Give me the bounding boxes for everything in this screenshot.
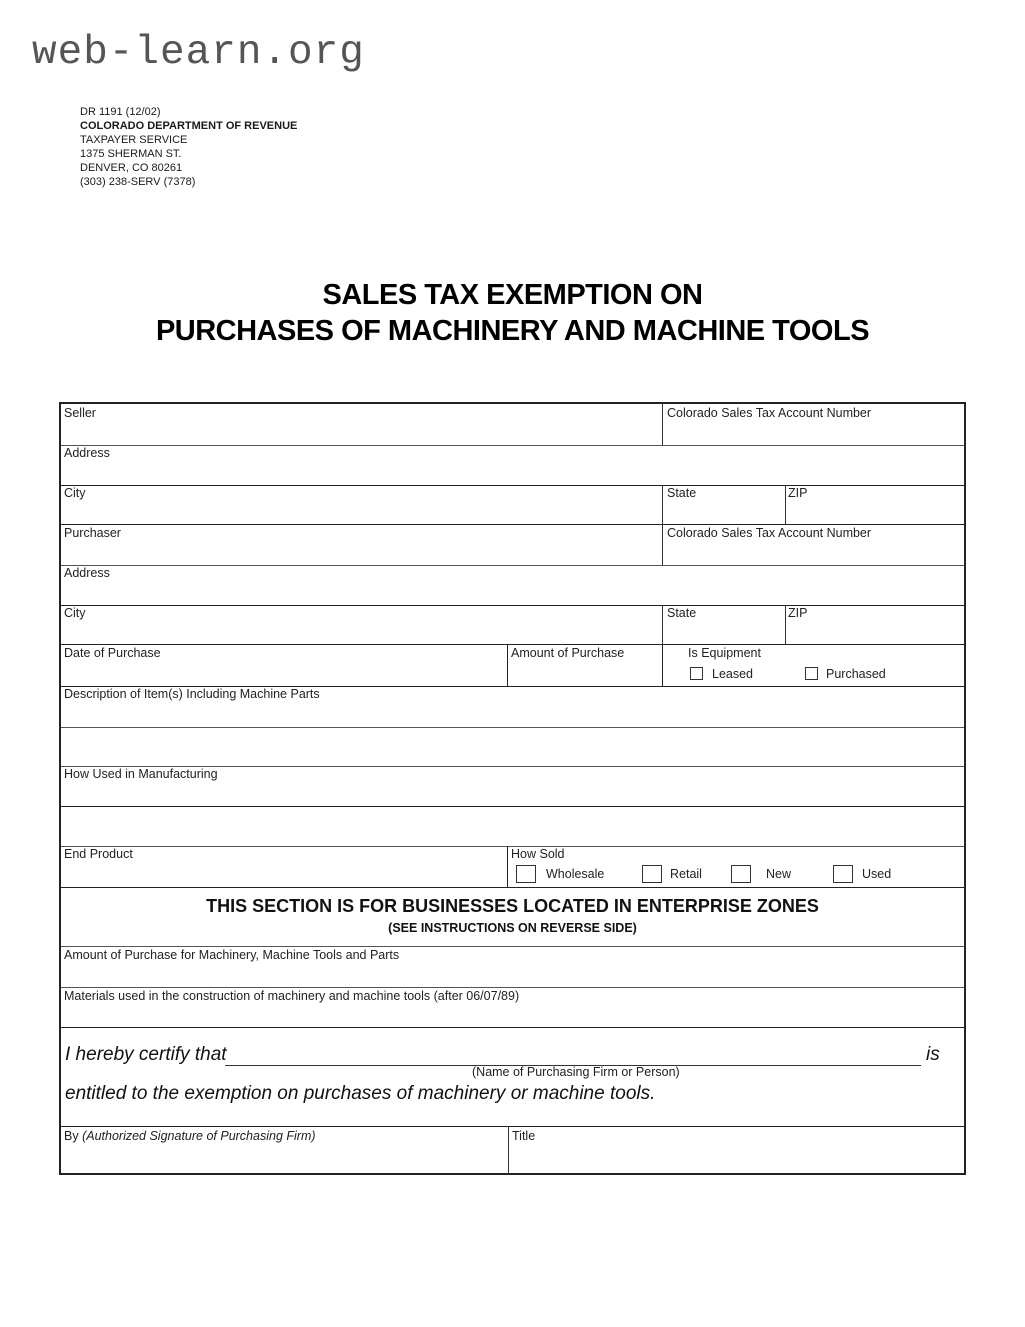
page-title-line2: PURCHASES OF MACHINERY AND MACHINE TOOLS bbox=[155, 315, 870, 347]
by-label: By bbox=[64, 1129, 79, 1143]
used-label: Used bbox=[862, 867, 892, 881]
purchased-label: Purchased bbox=[826, 667, 886, 681]
seller-city-label: City bbox=[64, 486, 86, 500]
signature-hint: (Authorized Signature of Purchasing Firm) bbox=[82, 1129, 316, 1143]
leased-checkbox[interactable] bbox=[690, 667, 703, 680]
leased-label: Leased bbox=[712, 667, 754, 681]
city-state-zip: DENVER, CO 80261 bbox=[80, 162, 183, 174]
divider bbox=[507, 846, 508, 887]
purchaser-city-label: City bbox=[64, 606, 86, 620]
retail-checkbox[interactable] bbox=[642, 865, 662, 883]
purchase-date-label: Date of Purchase bbox=[64, 646, 161, 660]
description-label: Description of Item(s) Including Machine Parts bbox=[64, 687, 320, 701]
seller-zip-field[interactable] bbox=[786, 486, 966, 524]
description-field-line2[interactable] bbox=[61, 728, 966, 766]
enterprise-section-title: THIS SECTION IS FOR BUSINESSES LOCATED IN ENTERPRISE ZONES bbox=[206, 896, 819, 916]
used-checkbox[interactable] bbox=[833, 865, 853, 883]
purchaser-zip-field[interactable] bbox=[786, 606, 966, 644]
enterprise-section-subtitle: (SEE INSTRUCTIONS ON REVERSE SIDE) bbox=[388, 921, 637, 935]
purchaser-address-label: Address bbox=[64, 566, 110, 580]
purchasing-firm-hint: (Name of Purchasing Firm or Person) bbox=[472, 1065, 680, 1079]
seller-address-field[interactable] bbox=[61, 446, 966, 485]
how-sold-label: How Sold bbox=[511, 847, 565, 861]
certify-suffix: is bbox=[926, 1044, 940, 1065]
phone-number: (303) 238-SERV (7378) bbox=[80, 176, 196, 188]
purchased-checkbox[interactable] bbox=[805, 667, 818, 680]
page-title-line1: SALES TAX EXEMPTION ON bbox=[322, 279, 703, 311]
division-name: TAXPAYER SERVICE bbox=[80, 134, 188, 146]
agency-header bbox=[80, 105, 297, 189]
usage-field-line2[interactable] bbox=[61, 807, 966, 846]
new-checkbox[interactable] bbox=[731, 865, 751, 883]
exemption-form bbox=[59, 402, 966, 1175]
seller-zip-label: ZIP bbox=[788, 486, 808, 500]
equipment-label: Is Equipment bbox=[688, 646, 761, 660]
end-product-label: End Product bbox=[64, 847, 133, 861]
title-label: Title bbox=[512, 1129, 536, 1143]
certify-line2: entitled to the exemption on purchases of machinery or machine tools. bbox=[65, 1083, 656, 1104]
divider bbox=[662, 644, 663, 686]
signature-by-label bbox=[64, 1129, 316, 1143]
wholesale-label: Wholesale bbox=[546, 867, 605, 881]
purchaser-address-field[interactable] bbox=[61, 566, 966, 605]
materials-label: Materials used in the construction of machinery and machine tools (after 06/07/89) bbox=[64, 989, 520, 1003]
wholesale-checkbox[interactable] bbox=[516, 865, 536, 883]
seller-label: Seller bbox=[64, 406, 96, 420]
purchaser-state-label: State bbox=[667, 606, 697, 620]
seller-state-label: State bbox=[667, 486, 697, 500]
purchaser-name-field[interactable] bbox=[61, 525, 662, 565]
seller-address-label: Address bbox=[64, 446, 110, 460]
form-id: DR 1191 (12/02) bbox=[80, 106, 161, 118]
seller-account-label: Colorado Sales Tax Account Number bbox=[667, 406, 872, 420]
street-address: 1375 SHERMAN ST. bbox=[80, 148, 182, 160]
title-field[interactable] bbox=[509, 1127, 966, 1175]
purchaser-zip-label: ZIP bbox=[788, 606, 808, 620]
divider bbox=[61, 887, 964, 888]
seller-name-field[interactable] bbox=[61, 404, 662, 445]
purchase-amount-label: Amount of Purchase bbox=[511, 646, 625, 660]
divider bbox=[61, 1027, 964, 1028]
machinery-amount-label: Amount of Purchase for Machinery, Machine Tools and Parts bbox=[64, 948, 400, 962]
purchaser-label: Purchaser bbox=[64, 526, 121, 540]
department-name: COLORADO DEPARTMENT OF REVENUE bbox=[80, 120, 298, 132]
watermark: web-learn.org bbox=[32, 30, 365, 76]
certify-prefix: I hereby certify that bbox=[65, 1044, 227, 1065]
purchaser-city-field[interactable] bbox=[61, 606, 662, 644]
retail-label: Retail bbox=[670, 867, 702, 881]
seller-city-field[interactable] bbox=[61, 486, 662, 524]
usage-label: How Used in Manufacturing bbox=[64, 767, 218, 781]
purchaser-account-label: Colorado Sales Tax Account Number bbox=[667, 526, 872, 540]
new-label: New bbox=[766, 867, 792, 881]
